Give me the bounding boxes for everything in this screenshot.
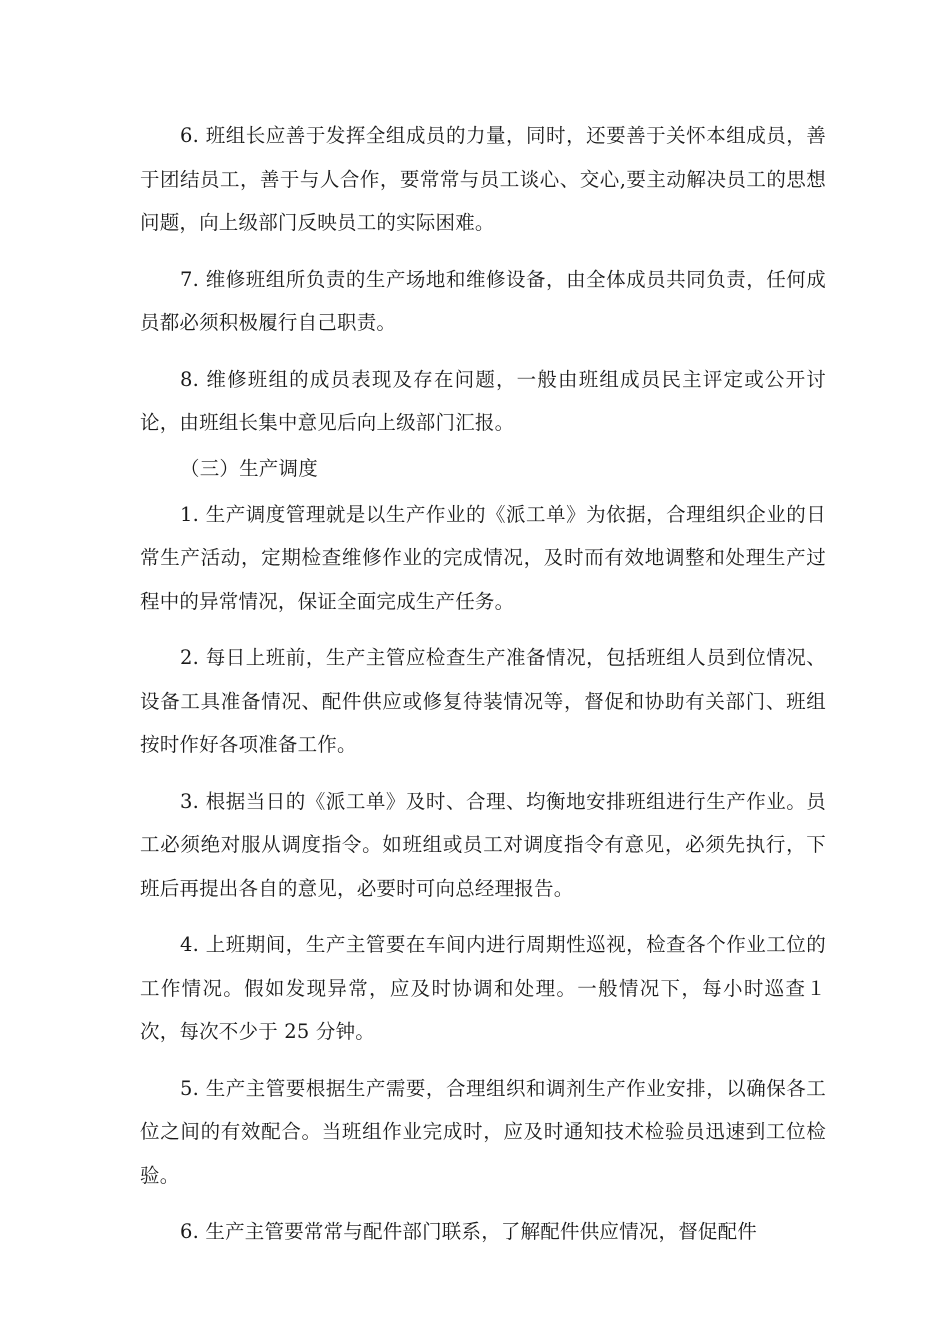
paragraph-item-8: 8. 维修班组的成员表现及存在问题，一般由班组成员民主评定或公开讨论，由班组长集中意见后向上级部门汇报。 — [140, 367, 826, 434]
paragraph-item-7: 7. 维修班组所负责的生产场地和维修设备，由全体成员共同负责，任何成员都必须积极履行自己职责。 — [140, 267, 826, 334]
document-body — [140, 114, 826, 1267]
paragraph-dispatch-6: 6. 生产主管要常常与配件部门联系，了解配件供应情况，督促配件 — [180, 1220, 758, 1243]
paragraph-dispatch-1: 1. 生产调度管理就是以生产作业的《派工单》为依据，合理组织企业的日常生产活动，定期检查维修作业的完成情况，及时而有效地调整和处理生产过程中的异常情况，保证全面完成生产任务。 — [140, 502, 826, 613]
paragraph-dispatch-2: 2. 每日上班前，生产主管应检查生产准备情况，包括班组人员到位情况、设备工具准备情况、配件供应或修复待装情况等，督促和协助有关部门、班组按时作好各项准备工作。 — [140, 646, 826, 756]
paragraph-dispatch-4: 4. 上班期间，生产主管要在车间内进行周期性巡视，检查各个作业工位的工作情况。假如发现异常，应及时协调和处理。一般情况下，每小时巡查１次，每次不少于 25 分钟。 — [140, 933, 826, 1043]
paragraph-dispatch-5: 5. 生产主管要根据生产需要，合理组织和调剂生产作业安排，以确保各工位之间的有效配合。当班组作业完成时，应及时通知技术检验员迅速到工位检验。 — [140, 1076, 826, 1187]
section-heading: （三）生产调度 — [180, 456, 318, 480]
paragraph-dispatch-3: 3. 根据当日的《派工单》及时、合理、均衡地安排班组进行生产作业。员工必须绝对服从调度指令。如班组或员工对调度指令有意见，必须先执行，下班后再提出各自的意见，必要时可向总经理报告。 — [140, 789, 826, 900]
paragraph-item-6: 6. 班组长应善于发挥全组成员的力量，同时，还要善于关怀本组成员，善于团结员工，善于与人合作，要常常与员工谈心、交心,要主动解决员工的思想问题，向上级部门反映员工的实际困难。 — [140, 124, 826, 234]
